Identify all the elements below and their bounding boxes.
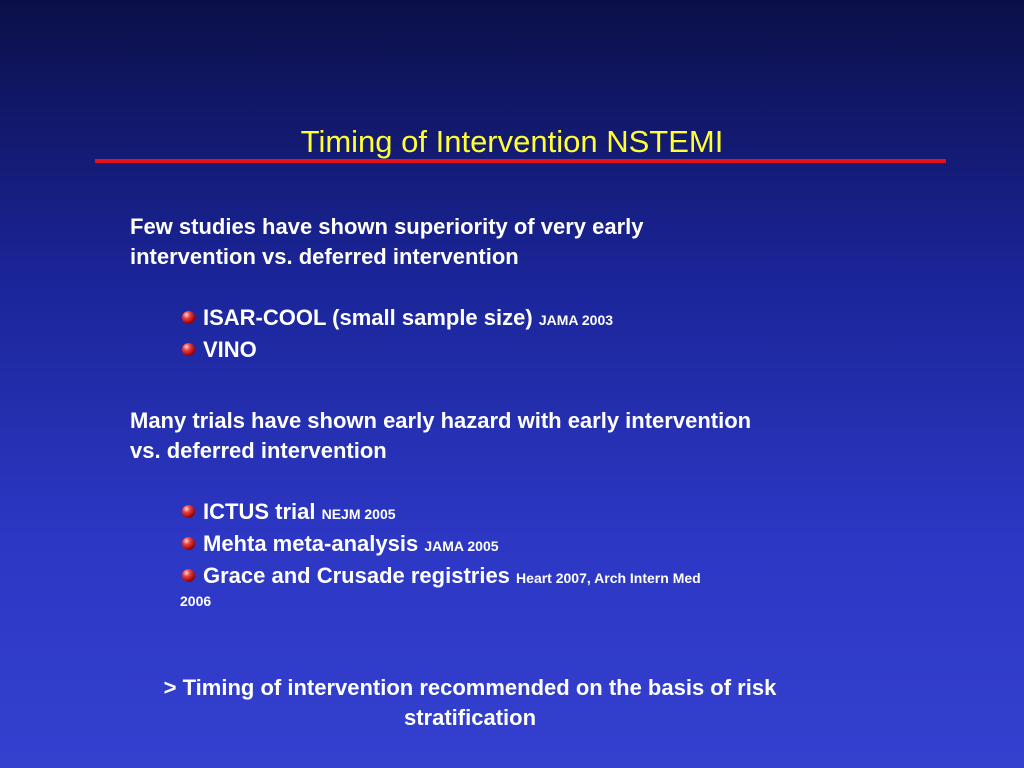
bullet-item <box>182 335 822 365</box>
bullet-item <box>182 497 822 529</box>
conclusion-text: > Timing of intervention recommended on the basis of risk stratification <box>163 675 777 730</box>
bullet-icon <box>182 569 195 582</box>
bullet-label: VINO <box>203 337 257 362</box>
section-2-text: Many trials have shown early hazard with early intervention vs. deferred intervention <box>130 408 752 463</box>
bullet-icon <box>182 537 195 550</box>
bullet-label: ISAR-COOL (small sample size) <box>203 305 533 330</box>
bullet-item <box>182 561 822 609</box>
bullet-label: ICTUS trial <box>203 499 316 524</box>
bullet-reference: NEJM 2005 <box>321 506 396 522</box>
bullet-icon <box>182 343 195 356</box>
section-2-bullets <box>182 497 822 609</box>
section-1-bullets <box>182 303 822 365</box>
title-underline <box>95 159 946 163</box>
bullet-label: Grace and Crusade registries <box>203 563 510 588</box>
slide-title: Timing of Intervention NSTEMI <box>300 124 724 159</box>
bullet-reference: JAMA 2003 <box>538 312 614 328</box>
bullet-item <box>182 529 822 561</box>
bullet-reference: Heart 2007, Arch Intern Med <box>516 570 701 586</box>
bullet-reference-continued: 2006 <box>180 593 212 609</box>
bullet-label: Mehta meta-analysis <box>203 531 419 556</box>
bullet-icon <box>182 311 195 324</box>
bullet-icon <box>182 505 195 518</box>
section-1-text: Few studies have shown superiority of very early intervention vs. deferred intervention <box>130 214 644 269</box>
bullet-reference: JAMA 2005 <box>424 538 499 554</box>
bullet-item <box>182 303 822 335</box>
